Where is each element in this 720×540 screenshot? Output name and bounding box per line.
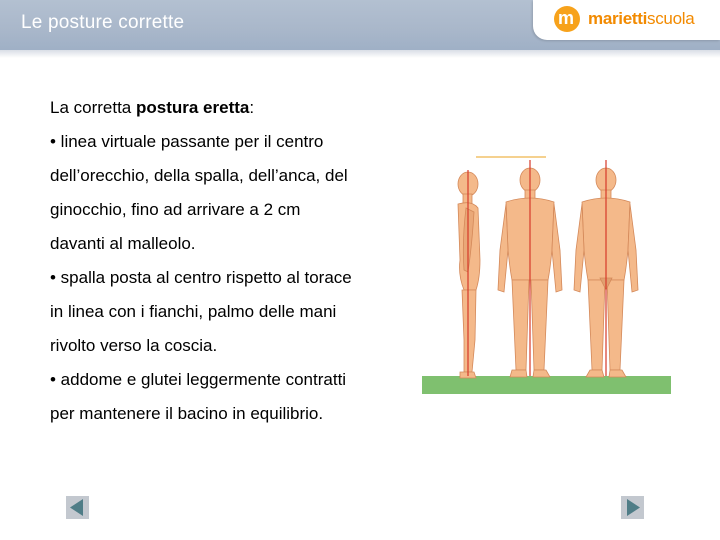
publisher-logo [533,0,720,40]
text-line: dell’orecchio, della spalla, dell’anca, del [50,166,348,185]
triangle-left-icon [66,496,89,519]
text-line: • linea virtuale passante per il centro [50,132,324,151]
ground-strip [422,376,671,394]
content-text [50,96,420,436]
text-line: per mantenere il bacino in equilibrio. [50,404,324,423]
intro-line: La corretta postura eretta: [50,98,255,117]
logo-text: mariettiscuola [588,9,695,28]
side-view-figure [458,172,480,378]
logo-icon: m [554,6,580,32]
header-divider [0,50,720,58]
previous-slide-button[interactable] [66,496,89,519]
page-title: Le posture corrette [21,12,185,33]
next-slide-button[interactable] [621,496,644,519]
text-line: • addome e glutei leggermente contratti [50,370,347,389]
header-bar [0,0,720,50]
triangle-right-icon [621,496,644,519]
posture-illustration [420,150,675,398]
text-line: rivolto verso la coscia. [50,336,218,355]
text-line: • spalla posta al centro rispetto al torace [50,268,352,287]
text-line: davanti al malleolo. [50,234,196,253]
text-line: in linea con i fianchi, palmo delle mani [50,302,337,321]
text-line: ginocchio, fino ad arrivare a 2 cm [50,200,301,219]
